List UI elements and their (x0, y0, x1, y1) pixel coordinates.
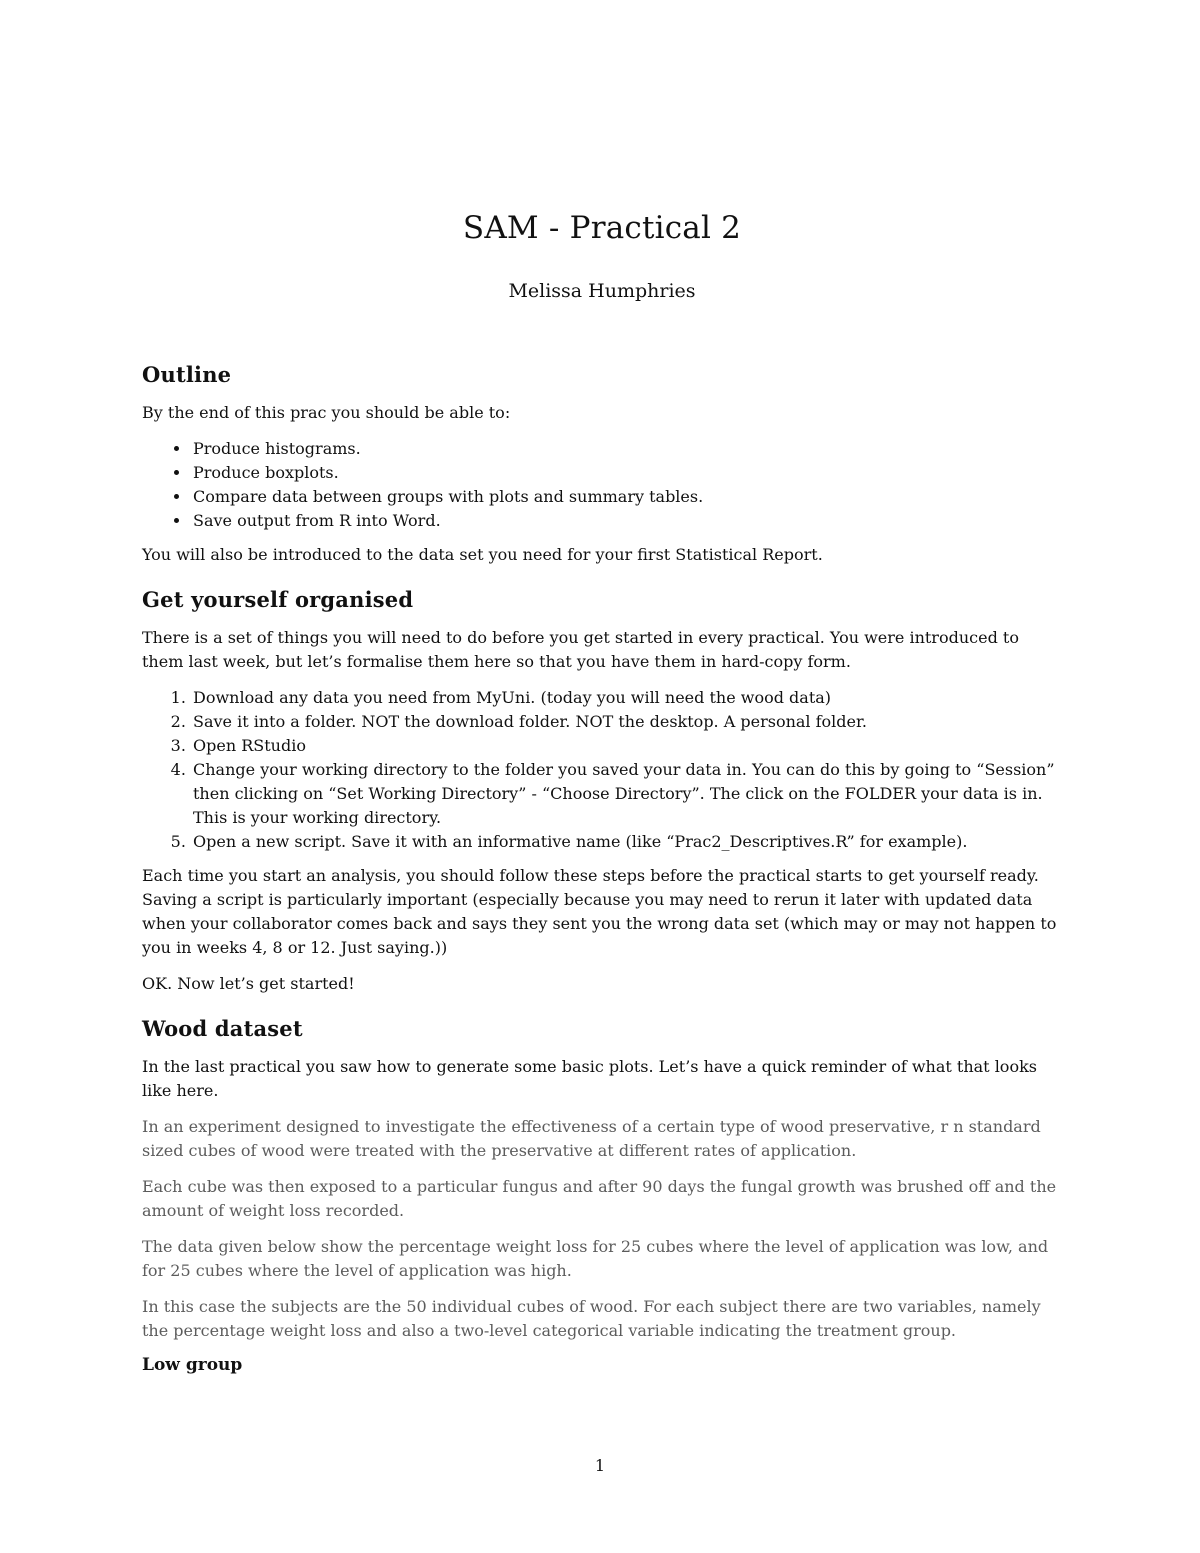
outline-intro: By the end of this prac you should be able to: (142, 403, 511, 422)
page-number: 1 (594, 1456, 606, 1475)
organised-section (142, 587, 1062, 996)
wood-description-3: The data given below show the percentage weight loss for 25 cubes where the level of application was low, and for 25 cubes where the level of application was high. (142, 1237, 1049, 1280)
organised-intro: There is a set of things you will need to do before you get started in every practical. You were introduced to them last week, but let’s formalise them here so that you have them in hard-copy form. (142, 628, 1019, 671)
wood-intro: In the last practical you saw how to generate some basic plots. Let’s have a quick reminder of what that looks like here. (142, 1057, 1037, 1100)
organised-steps (142, 686, 1062, 854)
wood-section (142, 1016, 1062, 1375)
list-item: • Produce boxplots. (191, 461, 1062, 485)
wood-heading: Wood dataset (142, 1016, 303, 1041)
list-item: 4. Change your working directory to the folder you saved your data in. You can do this by going to “Session” then clicking on “Set Working Directory” - “Choose Directory”. The click on the FOLDER your data is in. This is your working directory. (191, 758, 1062, 830)
wood-description-1: In an experiment designed to investigate the effectiveness of a certain type of wood preservative, r n standard sized cubes of wood were treated with the preservative at different rates of application. (142, 1117, 1041, 1160)
list-item: • Save output from R into Word. (191, 509, 1062, 533)
list-item: • Produce histograms. (191, 437, 1062, 461)
low-group-heading: Low group (142, 1355, 243, 1375)
outline-list (142, 437, 1062, 533)
organised-paragraph-2: OK. Now let’s get started! (142, 974, 355, 993)
outline-heading: Outline (142, 362, 232, 387)
list-item: 1. Download any data you need from MyUni. (today you will need the wood data) (191, 686, 1062, 710)
wood-description-2: Each cube was then exposed to a particular fungus and after 90 days the fungal growth was brushed off and the amount of weight loss recorded. (142, 1177, 1057, 1220)
document-author: Melissa Humphries (508, 280, 696, 302)
organised-heading: Get yourself organised (142, 587, 414, 612)
outline-closing: You will also be introduced to the data set you need for your first Statistical Report. (142, 545, 823, 564)
page-content (142, 210, 1062, 1395)
document-title: SAM - Practical 2 (462, 210, 742, 246)
wood-description-4: In this case the subjects are the 50 individual cubes of wood. For each subject there are two variables, namely the percentage weight loss and also a two-level categorical variable indicating the treatment group. (142, 1297, 1041, 1340)
organised-paragraph-1: Each time you start an analysis, you should follow these steps before the practical starts to get yourself ready. Saving a script is particularly important (especially because you may need to rerun it later with updated data when your collaborator comes back and says they sent you the wrong data set (which may or may not happen to you in weeks 4, 8 or 12. Just saying.)) (142, 866, 1057, 957)
list-item: 2. Save it into a folder. NOT the download folder. NOT the desktop. A personal folder. (191, 710, 1062, 734)
outline-section (142, 362, 1062, 567)
list-item: • Compare data between groups with plots and summary tables. (191, 485, 1062, 509)
list-item: 3. Open RStudio (191, 734, 1062, 758)
list-item: 5. Open a new script. Save it with an informative name (like “Prac2_Descriptives.R” for example). (191, 830, 1062, 854)
